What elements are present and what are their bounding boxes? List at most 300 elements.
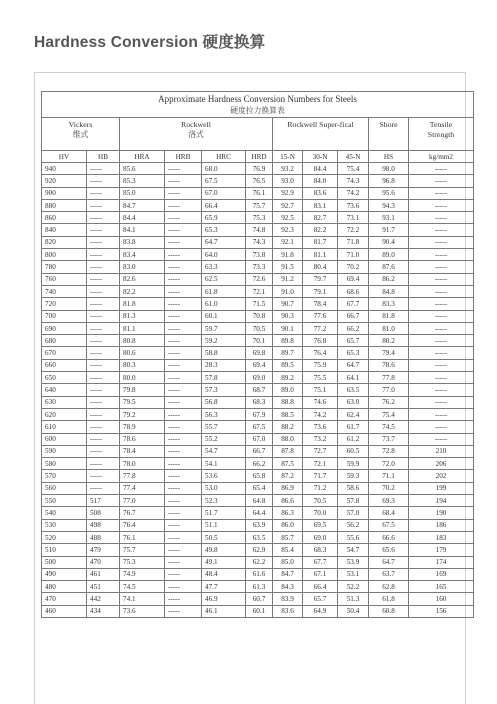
table-cell: 74.2 bbox=[303, 408, 338, 420]
table-cell: ----- bbox=[87, 458, 120, 470]
table-cell: ----- bbox=[87, 408, 120, 420]
table-cell: ----- bbox=[87, 482, 120, 494]
table-cell: 60.5 bbox=[338, 445, 369, 457]
table-cell: 85.6 bbox=[120, 163, 165, 175]
table-row bbox=[42, 310, 474, 322]
table-cell: 79.1 bbox=[303, 285, 338, 297]
table-cell: 156 bbox=[409, 605, 474, 617]
table-cell: ----- bbox=[165, 482, 202, 494]
table-cell: 70.0 bbox=[303, 507, 338, 519]
table-row bbox=[42, 445, 474, 457]
table-cell: 199 bbox=[409, 482, 474, 494]
table-cell: 91.5 bbox=[273, 261, 303, 273]
table-cell: 77.8 bbox=[369, 372, 409, 384]
table-cell: 550 bbox=[42, 495, 87, 507]
table-cell: 470 bbox=[87, 556, 120, 568]
table-cell: 80.4 bbox=[303, 261, 338, 273]
table-cell: 81.1 bbox=[120, 322, 165, 334]
table-cell: 78.0 bbox=[120, 458, 165, 470]
table-cell: 78.6 bbox=[369, 359, 409, 371]
group-shore bbox=[369, 118, 409, 151]
column-header: HRB bbox=[165, 151, 202, 163]
table-cell: ----- bbox=[87, 175, 120, 187]
table-cell: 520 bbox=[42, 531, 87, 543]
table-cell: ----- bbox=[409, 236, 474, 248]
group-tensile-label: Tensile bbox=[429, 120, 453, 129]
group-rockwell-sublabel: 洛式 bbox=[188, 130, 204, 139]
table-cell: 76.9 bbox=[246, 163, 273, 175]
table-cell: 68.3 bbox=[303, 544, 338, 556]
table-cell: 74.5 bbox=[120, 581, 165, 593]
table-cell: 72.0 bbox=[369, 458, 409, 470]
table-cell: 84.4 bbox=[303, 163, 338, 175]
table-cell: 442 bbox=[87, 593, 120, 605]
table-cell: 73.6 bbox=[120, 605, 165, 617]
table-cell: 91.7 bbox=[369, 224, 409, 236]
table-cell: 74.6 bbox=[303, 396, 338, 408]
table-row bbox=[42, 236, 474, 248]
table-cell: 49.1 bbox=[202, 556, 246, 568]
table-cell: 880 bbox=[42, 199, 87, 211]
table-cell: 86.3 bbox=[273, 507, 303, 519]
table-cell: 73.6 bbox=[303, 421, 338, 433]
table-cell: 61.6 bbox=[246, 568, 273, 580]
group-superficial-label: Rockwell Super-fical bbox=[287, 120, 354, 129]
table-cell: ----- bbox=[409, 359, 474, 371]
table-cell: 194 bbox=[409, 495, 474, 507]
table-cell: ----- bbox=[409, 199, 474, 211]
table-cell: 50.4 bbox=[338, 605, 369, 617]
table-cell: 179 bbox=[409, 544, 474, 556]
table-cell: ----- bbox=[87, 372, 120, 384]
table-cell: 63.5 bbox=[338, 384, 369, 396]
table-row bbox=[42, 531, 474, 543]
table-cell: 59.7 bbox=[202, 322, 246, 334]
table-cell: 58.8 bbox=[202, 347, 246, 359]
column-header: HV bbox=[42, 151, 87, 163]
table-row bbox=[42, 273, 474, 285]
table-row bbox=[42, 347, 474, 359]
table-cell: 64.0 bbox=[202, 249, 246, 261]
table-cell: 56.8 bbox=[202, 396, 246, 408]
table-cell: 570 bbox=[42, 470, 87, 482]
table-cell: 46.1 bbox=[202, 605, 246, 617]
table-cell: 64.8 bbox=[246, 495, 273, 507]
table-cell: 85.3 bbox=[120, 175, 165, 187]
table-cell: ----- bbox=[165, 495, 202, 507]
table-cell: 57.8 bbox=[202, 372, 246, 384]
table-cell: 88.2 bbox=[273, 421, 303, 433]
table-cell: 53.1 bbox=[338, 568, 369, 580]
table-cell: 68.4 bbox=[369, 507, 409, 519]
table-cell: ----- bbox=[87, 347, 120, 359]
table-cell: 73.8 bbox=[246, 249, 273, 261]
group-tensile-label-2: Strength bbox=[427, 130, 455, 139]
table-cell: 64.7 bbox=[202, 236, 246, 248]
table-cell: ----- bbox=[87, 163, 120, 175]
table-cell: 508 bbox=[87, 507, 120, 519]
table-cell: 76.1 bbox=[120, 531, 165, 543]
table-cell: 64.9 bbox=[303, 605, 338, 617]
table-cell: 75.1 bbox=[303, 384, 338, 396]
table-cell: 169 bbox=[409, 568, 474, 580]
table-cell: 83.6 bbox=[273, 605, 303, 617]
table-cell: 530 bbox=[42, 519, 87, 531]
table-cell: ----- bbox=[165, 236, 202, 248]
table-cell: ----- bbox=[165, 421, 202, 433]
table-cell: ----- bbox=[409, 372, 474, 384]
table-cell: 67.7 bbox=[303, 556, 338, 568]
table-cell: 510 bbox=[42, 544, 87, 556]
table-cell: ----- bbox=[409, 261, 474, 273]
table-cell: 64.7 bbox=[338, 359, 369, 371]
table-row bbox=[42, 482, 474, 494]
table-cell: 94.3 bbox=[369, 199, 409, 211]
table-row bbox=[42, 568, 474, 580]
table-row bbox=[42, 458, 474, 470]
table-cell: 63.3 bbox=[202, 261, 246, 273]
table-cell: 65.7 bbox=[303, 593, 338, 605]
table-cell: ----- bbox=[87, 445, 120, 457]
table-cell: 92.7 bbox=[273, 199, 303, 211]
table-cell: 76.2 bbox=[369, 396, 409, 408]
table-cell: 67.5 bbox=[246, 421, 273, 433]
table-cell: 68.0 bbox=[202, 163, 246, 175]
table-cell: 66.4 bbox=[303, 581, 338, 593]
table-cell: 87.2 bbox=[273, 470, 303, 482]
table-cell: ----- bbox=[165, 396, 202, 408]
table-cell: 82.7 bbox=[303, 212, 338, 224]
table-cell: 900 bbox=[42, 187, 87, 199]
table-cell: 210 bbox=[409, 445, 474, 457]
table-cell: ----- bbox=[409, 175, 474, 187]
table-cell: 86.9 bbox=[273, 482, 303, 494]
table-cell: ----- bbox=[165, 347, 202, 359]
table-cell: ----- bbox=[165, 507, 202, 519]
table-cell: ----- bbox=[87, 470, 120, 482]
table-cell: 165 bbox=[409, 581, 474, 593]
table-cell: 74.3 bbox=[338, 175, 369, 187]
table-cell: 72.1 bbox=[303, 458, 338, 470]
table-row bbox=[42, 421, 474, 433]
table-cell: 84.1 bbox=[120, 224, 165, 236]
page-title: Hardness Conversion 硬度换算 bbox=[34, 34, 266, 51]
table-cell: 65.3 bbox=[338, 347, 369, 359]
table-cell: 53.0 bbox=[202, 482, 246, 494]
table-cell: 65.4 bbox=[246, 482, 273, 494]
table-cell: ----- bbox=[87, 187, 120, 199]
table-cell: 65.8 bbox=[246, 470, 273, 482]
table-cell: 98.0 bbox=[369, 163, 409, 175]
table-cell: ----- bbox=[165, 212, 202, 224]
table-cell: 78.6 bbox=[120, 433, 165, 445]
table-cell: ----- bbox=[87, 421, 120, 433]
table-cell: 51.3 bbox=[338, 593, 369, 605]
table-row bbox=[42, 335, 474, 347]
table-cell: 560 bbox=[42, 482, 87, 494]
group-rockwell-label: Rockwell bbox=[181, 120, 211, 129]
table-cell: 70.2 bbox=[369, 482, 409, 494]
table-cell: 52.2 bbox=[338, 581, 369, 593]
column-header: kg/mm2 bbox=[409, 151, 474, 163]
table-cell: ----- bbox=[87, 224, 120, 236]
table-cell: 76.4 bbox=[120, 519, 165, 531]
table-cell: 59.2 bbox=[202, 335, 246, 347]
table-cell: ----- bbox=[409, 421, 474, 433]
table-cell: 69.3 bbox=[369, 495, 409, 507]
table-row bbox=[42, 593, 474, 605]
table-cell: 74.5 bbox=[369, 421, 409, 433]
table-cell: 82.6 bbox=[120, 273, 165, 285]
table-cell: 66.2 bbox=[338, 322, 369, 334]
table-cell: 85.4 bbox=[273, 544, 303, 556]
table-cell: ----- bbox=[165, 519, 202, 531]
table-cell: ----- bbox=[165, 224, 202, 236]
table-cell: 620 bbox=[42, 408, 87, 420]
table-cell: 86.2 bbox=[369, 273, 409, 285]
table-cell: 186 bbox=[409, 519, 474, 531]
table-cell: 78.9 bbox=[120, 421, 165, 433]
table-cell: 206 bbox=[409, 458, 474, 470]
table-cell: 57.8 bbox=[338, 495, 369, 507]
table-cell: 61.8 bbox=[369, 593, 409, 605]
table-cell: 70.1 bbox=[246, 335, 273, 347]
table-row bbox=[42, 384, 474, 396]
table-row bbox=[42, 249, 474, 261]
table-cell: ----- bbox=[165, 261, 202, 273]
table-cell: 66.2 bbox=[246, 458, 273, 470]
table-cell: 90.3 bbox=[273, 310, 303, 322]
table-cell: 760 bbox=[42, 273, 87, 285]
table-cell: ----- bbox=[165, 310, 202, 322]
table-cell: 920 bbox=[42, 175, 87, 187]
table-row bbox=[42, 285, 474, 297]
table-cell: 67.0 bbox=[246, 433, 273, 445]
table-cell: 71.5 bbox=[246, 298, 273, 310]
table-cell: 610 bbox=[42, 421, 87, 433]
table-cell: 75.7 bbox=[246, 199, 273, 211]
table-row bbox=[42, 495, 474, 507]
table-cell: 89.8 bbox=[273, 335, 303, 347]
table-row bbox=[42, 581, 474, 593]
table-cell: 89.2 bbox=[273, 372, 303, 384]
table-cell: 91.0 bbox=[273, 285, 303, 297]
table-cell: ----- bbox=[165, 433, 202, 445]
table-cell: 83.8 bbox=[120, 236, 165, 248]
table-cell: 70.8 bbox=[246, 310, 273, 322]
table-row bbox=[42, 470, 474, 482]
table-cell: 77.0 bbox=[369, 384, 409, 396]
table-cell: 66.7 bbox=[246, 445, 273, 457]
table-cell: 60.8 bbox=[369, 605, 409, 617]
table-cell: ----- bbox=[87, 273, 120, 285]
group-superficial bbox=[273, 118, 369, 151]
group-vickers bbox=[42, 118, 120, 151]
table-cell: 59.9 bbox=[338, 458, 369, 470]
table-cell: 83.0 bbox=[120, 261, 165, 273]
table-cell: 87.8 bbox=[273, 445, 303, 457]
table-cell: 780 bbox=[42, 261, 87, 273]
table-cell: 451 bbox=[87, 581, 120, 593]
table-cell: 69.0 bbox=[246, 372, 273, 384]
table-cell: 670 bbox=[42, 347, 87, 359]
table-cell: ----- bbox=[165, 273, 202, 285]
table-cell: 53.9 bbox=[338, 556, 369, 568]
table-cell: 700 bbox=[42, 310, 87, 322]
table-row bbox=[42, 544, 474, 556]
table-cell: ----- bbox=[409, 187, 474, 199]
table-cell: 63.0 bbox=[338, 396, 369, 408]
table-cell: 70.5 bbox=[246, 322, 273, 334]
table-cell: 78.4 bbox=[303, 298, 338, 310]
table-cell: ----- bbox=[409, 347, 474, 359]
table-cell: 85.0 bbox=[120, 187, 165, 199]
table-cell: 89.0 bbox=[369, 249, 409, 261]
table-cell: 77.6 bbox=[303, 310, 338, 322]
table-cell: 66.7 bbox=[338, 310, 369, 322]
table-cell: 84.8 bbox=[369, 285, 409, 297]
table-cell: ----- bbox=[87, 335, 120, 347]
table-cell: 81.8 bbox=[369, 310, 409, 322]
table-cell: 81.8 bbox=[120, 298, 165, 310]
table-cell: 87.6 bbox=[369, 261, 409, 273]
table-cell: 540 bbox=[42, 507, 87, 519]
table-cell: 73.6 bbox=[338, 199, 369, 211]
table-cell: 56.2 bbox=[338, 519, 369, 531]
table-cell: 50.5 bbox=[202, 531, 246, 543]
table-cell: 461 bbox=[87, 568, 120, 580]
table-cell: 71.0 bbox=[338, 249, 369, 261]
table-cell: ----- bbox=[409, 433, 474, 445]
table-cell: 80.6 bbox=[120, 347, 165, 359]
table-cell: 73.3 bbox=[246, 261, 273, 273]
table-cell: ----- bbox=[87, 384, 120, 396]
table-cell: 84.0 bbox=[303, 175, 338, 187]
table-cell: 28.3 bbox=[202, 359, 246, 371]
table-cell: ----- bbox=[409, 212, 474, 224]
table-cell: ----- bbox=[165, 199, 202, 211]
hardness-conversion-table bbox=[41, 91, 474, 618]
column-header: 30-N bbox=[303, 151, 338, 163]
table-cell: 500 bbox=[42, 556, 87, 568]
table-cell: 62.9 bbox=[246, 544, 273, 556]
column-header: HS bbox=[369, 151, 409, 163]
table-cell: 86.6 bbox=[273, 495, 303, 507]
table-cell: 73.7 bbox=[369, 433, 409, 445]
table-cell: 93.2 bbox=[273, 163, 303, 175]
table-cell: 54.1 bbox=[202, 458, 246, 470]
table-cell: 65.3 bbox=[202, 224, 246, 236]
table-cell: ----- bbox=[87, 199, 120, 211]
table-row bbox=[42, 359, 474, 371]
table-cell: ----- bbox=[87, 249, 120, 261]
table-cell: 580 bbox=[42, 458, 87, 470]
table-cell: 92.1 bbox=[273, 236, 303, 248]
column-header: HRC bbox=[202, 151, 246, 163]
table-cell: 62.4 bbox=[338, 408, 369, 420]
table-cell: 75.7 bbox=[120, 544, 165, 556]
table-cell: 67.0 bbox=[202, 187, 246, 199]
table-cell: 77.8 bbox=[120, 470, 165, 482]
table-cell: ----- bbox=[87, 236, 120, 248]
table-cell: 75.4 bbox=[369, 408, 409, 420]
table-cell: 81.7 bbox=[303, 236, 338, 248]
table-row bbox=[42, 433, 474, 445]
table-cell: 470 bbox=[42, 593, 87, 605]
table-cell: 71.7 bbox=[303, 470, 338, 482]
table-cell: 160 bbox=[409, 593, 474, 605]
table-cell: 58.6 bbox=[338, 482, 369, 494]
table-cell: 67.7 bbox=[338, 298, 369, 310]
table-cell: ----- bbox=[87, 310, 120, 322]
table-cell: 81.1 bbox=[303, 249, 338, 261]
table-cell: 51.7 bbox=[202, 507, 246, 519]
table-cell: ----- bbox=[87, 396, 120, 408]
group-vickers-label: Vickers bbox=[68, 120, 93, 129]
table-cell: ----- bbox=[165, 408, 202, 420]
table-cell: ----- bbox=[165, 384, 202, 396]
table-cell: 82.2 bbox=[120, 285, 165, 297]
table-cell: 65.6 bbox=[369, 544, 409, 556]
table-row bbox=[42, 605, 474, 617]
table-cell: ----- bbox=[87, 212, 120, 224]
table-cell: 60.1 bbox=[246, 605, 273, 617]
table-cell: 84.7 bbox=[120, 199, 165, 211]
table-cell: ----- bbox=[165, 605, 202, 617]
table-cell: 83.9 bbox=[273, 593, 303, 605]
table-cell: ----- bbox=[165, 285, 202, 297]
table-cell: 77.2 bbox=[303, 322, 338, 334]
table-cell: ----- bbox=[87, 298, 120, 310]
table-cell: 75.9 bbox=[303, 359, 338, 371]
table-cell: 78.4 bbox=[120, 445, 165, 457]
table-cell: 74.1 bbox=[120, 593, 165, 605]
table-cell: 202 bbox=[409, 470, 474, 482]
table-cell: 740 bbox=[42, 285, 87, 297]
table-cell: 76.7 bbox=[120, 507, 165, 519]
table-cell: ----- bbox=[409, 408, 474, 420]
column-header: HRA bbox=[120, 151, 165, 163]
table-cell: 53.6 bbox=[202, 470, 246, 482]
table-cell: 83.1 bbox=[303, 199, 338, 211]
table-cell: 47.7 bbox=[202, 581, 246, 593]
table-row bbox=[42, 408, 474, 420]
table-cell: 79.5 bbox=[120, 396, 165, 408]
table-cell: 62.2 bbox=[246, 556, 273, 568]
group-rockwell bbox=[120, 118, 273, 151]
table-cell: 72.8 bbox=[369, 445, 409, 457]
table-cell: 73.1 bbox=[338, 212, 369, 224]
table-cell: 63.7 bbox=[369, 568, 409, 580]
table-cell: 62.8 bbox=[369, 581, 409, 593]
table-cell: 61.3 bbox=[246, 581, 273, 593]
table-cell: 89.0 bbox=[273, 384, 303, 396]
group-tensile bbox=[409, 118, 474, 151]
table-cell: 174 bbox=[409, 556, 474, 568]
table-cell: ----- bbox=[165, 322, 202, 334]
table-cell: 76.1 bbox=[246, 187, 273, 199]
table-cell: ----- bbox=[87, 359, 120, 371]
table-cell: 480 bbox=[42, 581, 87, 593]
table-cell: 800 bbox=[42, 249, 87, 261]
table-cell: 67.1 bbox=[303, 568, 338, 580]
table-cell: ----- bbox=[87, 322, 120, 334]
table-cell: 74.3 bbox=[246, 236, 273, 248]
table-cell: 87.5 bbox=[273, 458, 303, 470]
table-cell: 70.5 bbox=[303, 495, 338, 507]
table-cell: 91.8 bbox=[273, 249, 303, 261]
table-cell: 74.9 bbox=[120, 568, 165, 580]
